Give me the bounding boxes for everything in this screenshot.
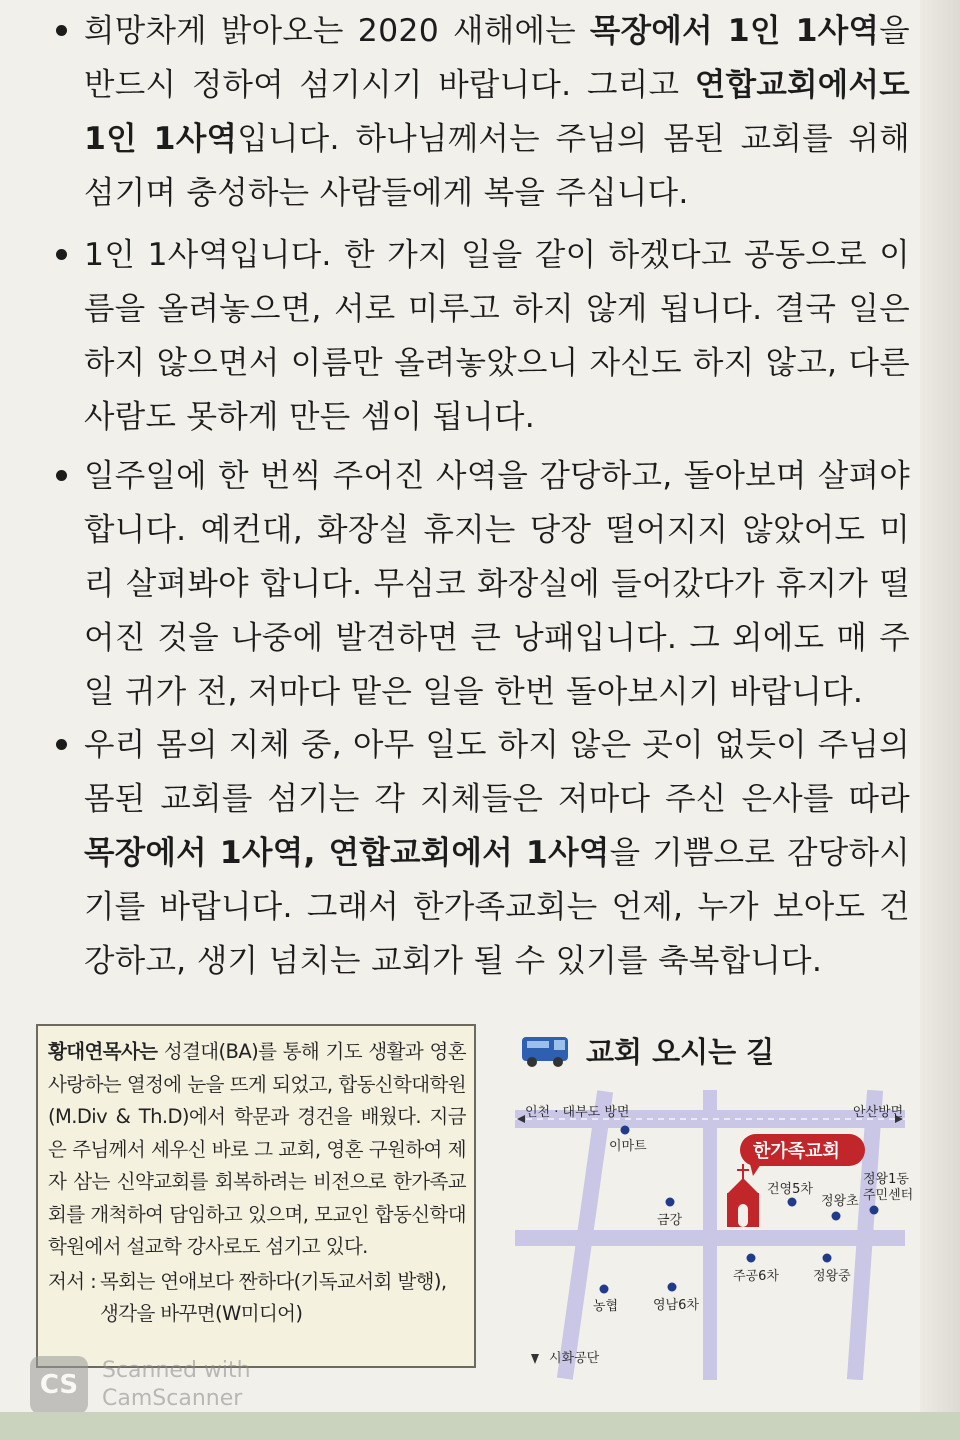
bullet-dot (56, 249, 67, 260)
author-works (48, 1266, 466, 1331)
church-name: 한가족교회 (753, 1141, 840, 1162)
label-jeongwangjung: 정왕중 (813, 1269, 851, 1284)
paragraph-text: 1인 1사역입니다. 한 가지 일을 같이 하겠다고 공동으로 이름을 올려놓으면, 서로 미루고 하지 않게 됩니다. 결국 일은 하지 않으면서 이름만 올려놓았으니 자신도 하지 않고, 다른 사람도 못하게 만든 셈이 됩니다. (84, 237, 910, 435)
label-jeongwangcho: 정왕초 (821, 1194, 859, 1209)
bold-emphasis-text: 연합교회에서도 1인 1사역 (84, 67, 910, 157)
camscanner-logo-icon: CS (30, 1356, 88, 1414)
watermark-line-1: Scanned with (102, 1358, 251, 1383)
author-bio: 성결대(BA)를 통해 기도 생활과 영혼 사랑하는 열정에 눈을 뜨게 되었고, 합동신학대학원(M.Div & Th.D)에서 학문과 경건을 배웠다. 지금은 주님께서 세우신 바로 그 교회, 영혼 구원하여 제자 삼는 신약교회를 회복하려는 비전으로 한가족교회를 개척하여 담임하고 있으며, 모교인 합동신학대학원에서 설교학 강사로도 섬기고 있다. (48, 1040, 466, 1258)
location-dot (870, 1206, 879, 1215)
label-geonyoung5: 건영5차 (767, 1182, 813, 1197)
location-dot (832, 1212, 841, 1221)
bullet-paragraph-1 (84, 4, 910, 220)
map-title-text: 교회 오시는 길 (586, 1035, 775, 1069)
bullet-dot (56, 470, 67, 481)
page-edge (920, 0, 960, 1440)
location-dot (600, 1285, 609, 1294)
watermark-line-2: CamScanner (102, 1386, 243, 1411)
author-name: 황대연목사는 (48, 1040, 158, 1063)
church-location-map (505, 1090, 915, 1380)
label-jugong6: 주공6차 (733, 1269, 779, 1284)
label-sihwa: 시화공단 (549, 1351, 600, 1366)
location-dot (621, 1126, 630, 1135)
road-label-right: 안산방면 (853, 1105, 904, 1120)
bottom-strip (0, 1412, 960, 1440)
road-label-left: 인천 · 대부도 방면 (525, 1105, 630, 1120)
paragraph-text: 을 반드시 정하여 섬기시기 바랍니다. 그리고 (84, 13, 910, 103)
bus-icon (518, 1031, 576, 1071)
bullet-paragraph-4 (84, 718, 910, 988)
location-dot (747, 1254, 756, 1263)
label-community-center: 주민센터 (863, 1188, 914, 1203)
location-dot (668, 1283, 677, 1292)
author-profile-box (36, 1024, 476, 1368)
label-emart: 이마트 (609, 1139, 647, 1154)
arrow-down-icon (531, 1354, 539, 1364)
location-dot (823, 1254, 832, 1263)
camscanner-watermark (30, 1356, 251, 1414)
label-nonghyup: 농협 (593, 1299, 619, 1314)
label-geumgang: 금강 (657, 1213, 683, 1228)
bullet-paragraph-2 (84, 228, 910, 444)
label-jeongwang1dong: 정왕1동 (863, 1172, 909, 1187)
paragraph-text: 우리 몸의 지체 중, 아무 일도 하지 않은 곳이 없듯이 주님의 몸된 교회를 섬기는 각 지체들은 저마다 주신 은사를 따라 (84, 727, 910, 817)
bullet-dot (56, 25, 67, 36)
bullet-paragraph-3 (84, 449, 910, 719)
map-title (518, 1030, 774, 1071)
work-title-2: 생각을 바꾸면(W미디어) (100, 1302, 303, 1325)
paragraph-text: 일주일에 한 번씩 주어진 사역을 감당하고, 돌아보며 살펴야 합니다. 예컨대, 화장실 휴지는 당장 떨어지지 않았어도 미리 살펴봐야 합니다. 무심코 화장실에 들어갔다가 휴지가 떨어진 것을 나중에 발견하면 큰 낭패입니다. 그 외에도 매 주일 귀가 전, 저마다 맡은 일을 한번 돌아보시기 바랍니다. (84, 458, 910, 710)
paragraph-text: 희망차게 밝아오는 2020 새해에는 (84, 13, 590, 49)
paragraph-text: 을 기쁨으로 감당하시기를 바랍니다. 그래서 한가족교회는 언제, 누가 보아도 건강하고, 생기 넘치는 교회가 될 수 있기를 축복합니다. (84, 835, 910, 979)
works-label: 저서 : (48, 1269, 97, 1293)
work-title-1: 목회는 연애보다 짠하다(기독교서회 발행), (100, 1269, 447, 1293)
paragraph-text: 입니다. 하나님께서는 주님의 몸된 교회를 위해 섬기며 충성하는 사람들에게 복을 주십니다. (84, 121, 911, 211)
road-vertical-middle (703, 1090, 717, 1380)
bold-emphasis-text: 목장에서 1인 1사역 (589, 13, 880, 49)
location-dot (788, 1198, 797, 1207)
label-yeongnam6: 영남6차 (653, 1298, 699, 1313)
bold-emphasis-text: 목장에서 1사역, 연합교회에서 1사역 (84, 835, 610, 871)
location-dot (666, 1198, 675, 1207)
bullet-dot (56, 739, 67, 750)
